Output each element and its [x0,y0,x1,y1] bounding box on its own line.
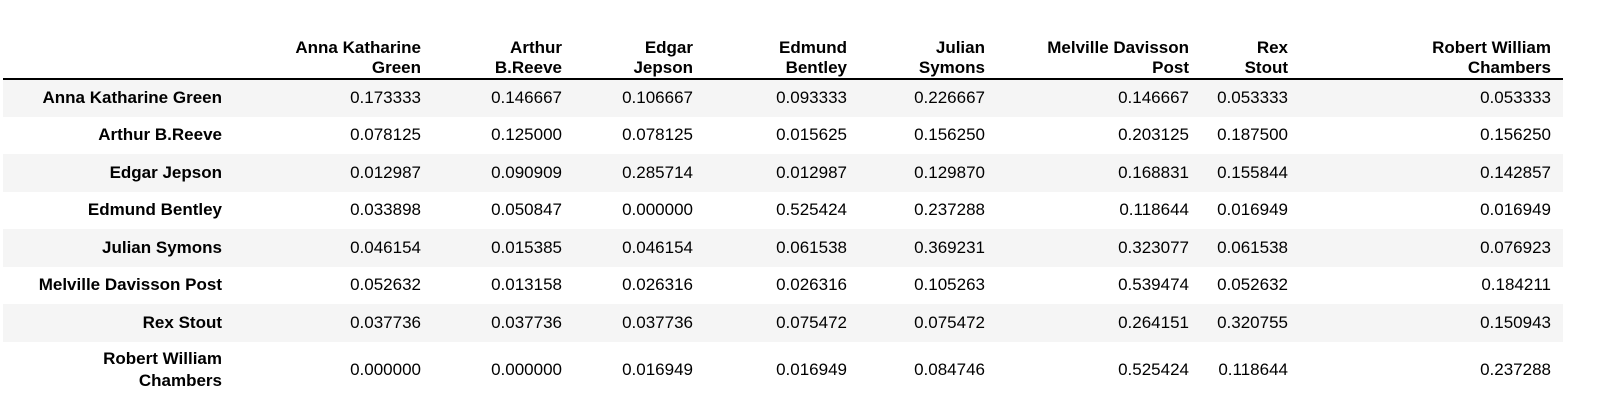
column-header-line: Edgar [644,38,693,57]
column-header-line: Stout [1244,58,1288,77]
table-cell: 0.323077 [1118,237,1189,257]
table-cell: 0.075472 [776,312,847,332]
row-label-line: Chambers [138,370,222,390]
table-cell: 0.075472 [914,312,985,332]
row-label [3,229,234,267]
table-cell: 0.203125 [1118,125,1189,145]
table-cell: 0.184211 [1481,275,1551,295]
table-cell: 0.285714 [622,162,693,182]
column-header-line: Green [371,58,421,77]
column-header-line: Rex [1256,38,1288,57]
column-header [433,18,574,79]
column-header-line: Post [1152,58,1189,77]
table-body [3,79,1563,398]
table-row [3,154,1563,192]
table-cell: 0.142857 [1480,162,1551,182]
column-header [234,18,433,79]
table-cell: 0.539474 [1118,275,1189,295]
column-header-line: Symons [918,58,985,77]
table-cell: 0.012987 [776,162,847,182]
row-label [3,117,234,155]
table-cell: 0.173333 [350,88,421,108]
table-cell: 0.078125 [350,125,421,145]
column-header-line: Chambers [1467,58,1551,77]
table-row [3,79,1563,117]
row-label [3,304,234,342]
table-cell: 0.078125 [622,125,693,145]
table-row [3,342,1563,398]
table-cell: 0.118644 [1119,200,1189,220]
table-cell: 0.090909 [491,162,562,182]
column-header [1300,18,1563,79]
table-cell: 0.052632 [350,275,421,295]
table-cell: 0.037736 [350,312,421,332]
table-cell: 0.093333 [776,88,847,108]
column-header-line: Edmund [779,38,847,57]
table-cell: 0.015625 [776,125,847,145]
row-label-line: Julian Symons [102,237,222,257]
table-cell: 0.026316 [622,275,693,295]
table-cell: 0.264151 [1118,312,1189,332]
table-row [3,304,1563,342]
row-label-line: Anna Katharine Green [42,88,222,108]
confusion-matrix-table [3,18,1563,398]
table-cell: 0.037736 [491,312,562,332]
table-row [3,117,1563,155]
column-header [859,18,997,79]
table-cell: 0.013158 [491,275,562,295]
table-cell: 0.037736 [622,312,693,332]
table-cell: 0.146667 [1118,88,1189,108]
column-header-line: Arthur [510,38,562,57]
table-cell: 0.000000 [350,359,421,379]
column-header-line: Bentley [785,58,847,77]
column-header-line: Jepson [633,58,693,77]
table-cell: 0.369231 [914,237,985,257]
table-cell: 0.187500 [1217,125,1288,145]
table-cell: 0.050847 [491,200,562,220]
table-cell: 0.015385 [491,237,562,257]
table-header [3,18,1563,79]
table-cell: 0.156250 [914,125,985,145]
table-cell: 0.016949 [776,359,847,379]
table-cell: 0.105263 [914,275,985,295]
column-header [997,18,1201,79]
table-cell: 0.046154 [350,237,421,257]
row-label-line: Edgar Jepson [109,162,222,182]
table-cell: 0.026316 [776,275,847,295]
table-cell: 0.061538 [776,237,847,257]
table-cell: 0.084746 [914,359,985,379]
column-header-line: B.Reeve [494,58,562,77]
table-cell: 0.061538 [1217,237,1288,257]
table-cell: 0.016949 [1480,200,1551,220]
column-header-line: Julian [935,38,985,57]
column-header [705,18,859,79]
table-cell: 0.076923 [1480,237,1551,257]
table-cell: 0.168831 [1118,162,1189,182]
row-label-line: Robert William [103,348,222,368]
table-cell: 0.016949 [622,359,693,379]
column-header-line: Anna Katharine [295,38,421,57]
table-cell: 0.106667 [622,88,693,108]
table-cell: 0.237288 [1480,359,1551,379]
table-cell: 0.016949 [1217,200,1288,220]
table-cell: 0.000000 [491,359,562,379]
table-cell: 0.525424 [1118,359,1189,379]
table-cell: 0.046154 [622,237,693,257]
table-cell: 0.053333 [1480,88,1551,108]
table-row [3,192,1563,230]
table-cell: 0.156250 [1480,125,1551,145]
table-cell: 0.525424 [776,200,847,220]
row-label-line: Arthur B.Reeve [98,125,222,145]
index-header [3,18,234,79]
table-cell: 0.226667 [914,88,985,108]
table-row [3,267,1563,305]
row-label [3,342,234,398]
row-label [3,192,234,230]
table-cell: 0.052632 [1217,275,1288,295]
table-cell: 0.150943 [1480,312,1551,332]
row-label [3,79,234,117]
column-header [574,18,705,79]
table-cell: 0.000000 [622,200,693,220]
column-header-line: Robert William [1432,38,1551,57]
table-cell: 0.053333 [1217,88,1288,108]
table-cell: 0.146667 [491,88,562,108]
row-label [3,154,234,192]
table-cell: 0.237288 [914,200,985,220]
row-label-line: Rex Stout [142,312,222,332]
table-cell: 0.129870 [914,162,985,182]
row-label [3,267,234,305]
column-header-line: Melville Davisson [1047,38,1189,57]
row-label-line: Edmund Bentley [87,200,222,220]
table-cell: 0.320755 [1217,312,1288,332]
row-label-line: Melville Davisson Post [38,275,222,295]
column-header [1201,18,1300,79]
table-row [3,229,1563,267]
table-cell: 0.155844 [1217,162,1288,182]
table-cell: 0.012987 [350,162,421,182]
header-row [3,18,1563,79]
table-cell: 0.033898 [350,200,421,220]
table-cell: 0.125000 [491,125,562,145]
table-cell: 0.118644 [1218,359,1288,379]
